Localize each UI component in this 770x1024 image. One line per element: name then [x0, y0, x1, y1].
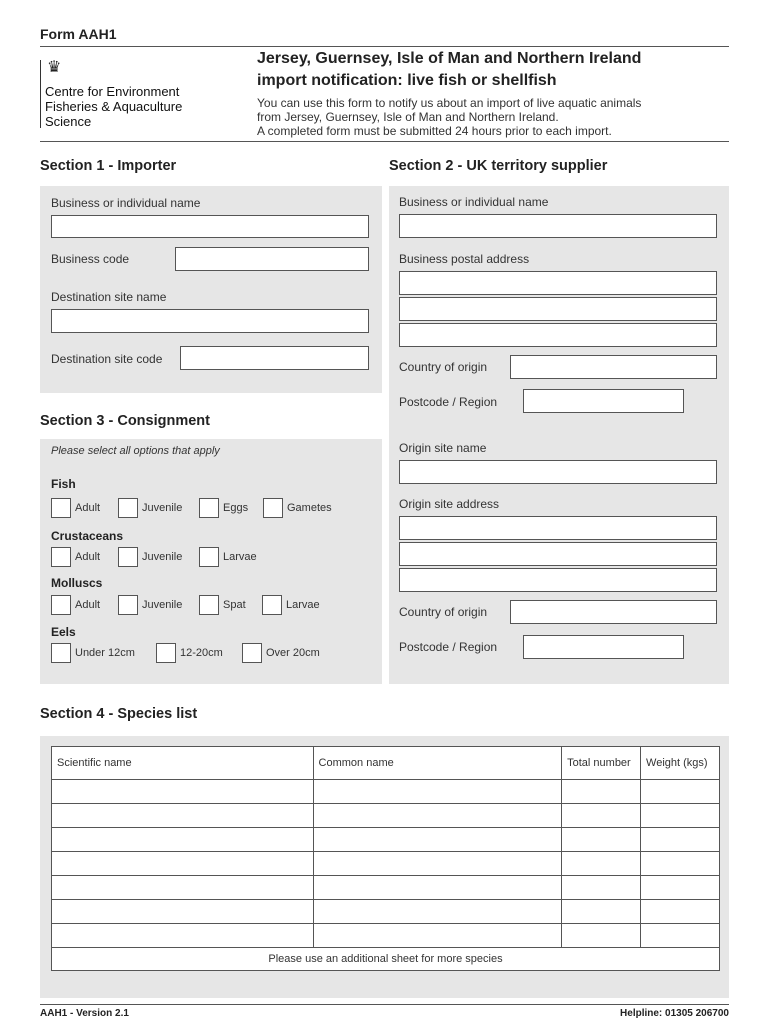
- table-row: [52, 780, 720, 804]
- table-row: [52, 924, 720, 948]
- eels-over20-label: Over 20cm: [266, 647, 320, 659]
- fish-gametes-label: Gametes: [287, 502, 332, 514]
- cell-total[interactable]: [562, 828, 641, 852]
- cell-scientific[interactable]: [52, 900, 314, 924]
- cell-weight[interactable]: [641, 924, 720, 948]
- cell-scientific[interactable]: [52, 852, 314, 876]
- table-row: [52, 804, 720, 828]
- s1-business-name-label: Business or individual name: [51, 196, 201, 210]
- fish-juvenile-checkbox[interactable]: [118, 498, 138, 518]
- cell-common[interactable]: [313, 780, 562, 804]
- cell-common[interactable]: [313, 924, 562, 948]
- species-table: [51, 746, 720, 971]
- cell-total[interactable]: [562, 900, 641, 924]
- fish-adult-checkbox[interactable]: [51, 498, 71, 518]
- section3-title: Section 3 - Consignment: [40, 413, 210, 429]
- molluscs-juvenile-checkbox[interactable]: [118, 595, 138, 615]
- s1-business-code-label: Business code: [51, 252, 130, 266]
- cefas-logo: [40, 60, 241, 128]
- cell-scientific[interactable]: [52, 924, 314, 948]
- s2-origin-address-line3[interactable]: [399, 568, 717, 592]
- header-scientific-name: Scientific name: [52, 747, 314, 780]
- s2-postcode1-label: Postcode / Region: [399, 395, 498, 409]
- molluscs-adult-label: Adult: [75, 599, 101, 611]
- form-version: AAH1 - Version 2.1: [40, 1008, 129, 1019]
- table-row: [52, 876, 720, 900]
- cell-common[interactable]: [313, 876, 562, 900]
- crustaceans-adult-checkbox[interactable]: [51, 547, 71, 567]
- molluscs-spat-label: Spat: [223, 599, 246, 611]
- crustaceans-label: Crustaceans: [51, 529, 124, 543]
- eels-under12-checkbox[interactable]: [51, 643, 71, 663]
- crustaceans-larvae-checkbox[interactable]: [199, 547, 219, 567]
- molluscs-spat-checkbox[interactable]: [199, 595, 219, 615]
- form-intro: You can use this form to notify us about an import of live aquatic animals from Jersey, Guernsey, Isle of Man and Northern Ireland. A completed form must be submitted 24 hours prior to each import.: [257, 96, 642, 138]
- cell-scientific[interactable]: [52, 876, 314, 900]
- s2-business-name-field[interactable]: [399, 214, 717, 238]
- fish-eggs-checkbox[interactable]: [199, 498, 219, 518]
- cell-total[interactable]: [562, 876, 641, 900]
- section3-panel: [40, 439, 382, 684]
- header-total-number: Total number: [562, 747, 641, 780]
- s2-origin-address-line1[interactable]: [399, 516, 717, 540]
- fish-gametes-checkbox[interactable]: [263, 498, 283, 518]
- header-common-name: Common name: [313, 747, 562, 780]
- cell-common[interactable]: [313, 900, 562, 924]
- species-note: Please use an additional sheet for more species: [52, 948, 720, 971]
- species-note-row: [52, 948, 720, 971]
- cell-weight[interactable]: [641, 876, 720, 900]
- eels-under12-label: Under 12cm: [75, 647, 135, 659]
- s2-business-name-label: Business or individual name: [399, 195, 549, 209]
- s2-origin-site-name-field[interactable]: [399, 460, 717, 484]
- s1-dest-site-code-label: Destination site code: [51, 352, 163, 366]
- section2-panel: [389, 186, 729, 684]
- s2-country1-label: Country of origin: [399, 360, 488, 374]
- cell-total[interactable]: [562, 780, 641, 804]
- section1-panel: [40, 186, 382, 393]
- crustaceans-juvenile-checkbox[interactable]: [118, 547, 138, 567]
- form-title: Jersey, Guernsey, Isle of Man and Northern Ireland import notification: live fish or shellfish: [257, 50, 642, 89]
- s2-postcode1-field[interactable]: [523, 389, 684, 413]
- s1-dest-site-name-label: Destination site name: [51, 290, 167, 304]
- cell-weight[interactable]: [641, 852, 720, 876]
- s2-postal-address-line2[interactable]: [399, 297, 717, 321]
- s2-origin-site-name-label: Origin site name: [399, 441, 487, 455]
- cell-scientific[interactable]: [52, 828, 314, 852]
- s2-origin-site-address-label: Origin site address: [399, 497, 500, 511]
- s1-dest-site-name-field[interactable]: [51, 309, 369, 333]
- crustaceans-juvenile-label: Juvenile: [142, 551, 183, 563]
- s1-business-code-field[interactable]: [175, 247, 369, 271]
- cell-weight[interactable]: [641, 900, 720, 924]
- s2-postal-address-line1[interactable]: [399, 271, 717, 295]
- cell-total[interactable]: [562, 804, 641, 828]
- section2-title: Section 2 - UK territory supplier: [389, 158, 608, 174]
- eels-12-20-label: 12-20cm: [180, 647, 223, 659]
- s2-postcode2-label: Postcode / Region: [399, 640, 498, 654]
- s2-postal-address-line3[interactable]: [399, 323, 717, 347]
- fish-juvenile-label: Juvenile: [142, 502, 183, 514]
- molluscs-adult-checkbox[interactable]: [51, 595, 71, 615]
- cell-scientific[interactable]: [52, 780, 314, 804]
- molluscs-larvae-label: Larvae: [286, 599, 320, 611]
- s2-country1-field[interactable]: [510, 355, 717, 379]
- s1-dest-site-code-field[interactable]: [180, 346, 369, 370]
- table-row: [52, 828, 720, 852]
- header-rule: [40, 46, 729, 47]
- cell-scientific[interactable]: [52, 804, 314, 828]
- cell-weight[interactable]: [641, 804, 720, 828]
- header-weight: Weight (kgs): [641, 747, 720, 780]
- table-row: [52, 852, 720, 876]
- s2-postcode2-field[interactable]: [523, 635, 684, 659]
- molluscs-larvae-checkbox[interactable]: [262, 595, 282, 615]
- section1-title: Section 1 - Importer: [40, 158, 177, 174]
- fish-adult-label: Adult: [75, 502, 101, 514]
- s2-origin-address-line2[interactable]: [399, 542, 717, 566]
- eels-12-20-checkbox[interactable]: [156, 643, 176, 663]
- s2-postal-address-label: Business postal address: [399, 252, 530, 266]
- eels-label: Eels: [51, 625, 76, 639]
- section4-title: Section 4 - Species list: [40, 706, 198, 722]
- cell-weight[interactable]: [641, 780, 720, 804]
- s3-instruction: Please select all options that apply: [51, 445, 220, 457]
- fish-eggs-label: Eggs: [223, 502, 249, 514]
- cell-total[interactable]: [562, 852, 641, 876]
- table-row: [52, 900, 720, 924]
- s2-country2-label: Country of origin: [399, 605, 488, 619]
- eels-over20-checkbox[interactable]: [242, 643, 262, 663]
- cell-total[interactable]: [562, 924, 641, 948]
- crustaceans-larvae-label: Larvae: [223, 551, 257, 563]
- fish-label: Fish: [51, 477, 76, 491]
- cell-common[interactable]: [313, 804, 562, 828]
- cell-common[interactable]: [313, 828, 562, 852]
- cell-weight[interactable]: [641, 828, 720, 852]
- species-header-row: [52, 747, 720, 780]
- s1-business-name-field[interactable]: [51, 215, 369, 238]
- s2-country2-field[interactable]: [510, 600, 717, 624]
- molluscs-juvenile-label: Juvenile: [142, 599, 183, 611]
- org-name: Centre for Environment Fisheries & Aquaculture Science: [45, 84, 183, 129]
- helpline: Helpline: 01305 206700: [620, 1008, 729, 1019]
- molluscs-label: Molluscs: [51, 576, 103, 590]
- footer-rule: [40, 1004, 729, 1005]
- header-bottom-rule: [40, 141, 729, 142]
- royal-crest-icon: ♛: [47, 59, 62, 76]
- form-id: Form AAH1: [40, 26, 117, 42]
- crustaceans-adult-label: Adult: [75, 551, 101, 563]
- cell-common[interactable]: [313, 852, 562, 876]
